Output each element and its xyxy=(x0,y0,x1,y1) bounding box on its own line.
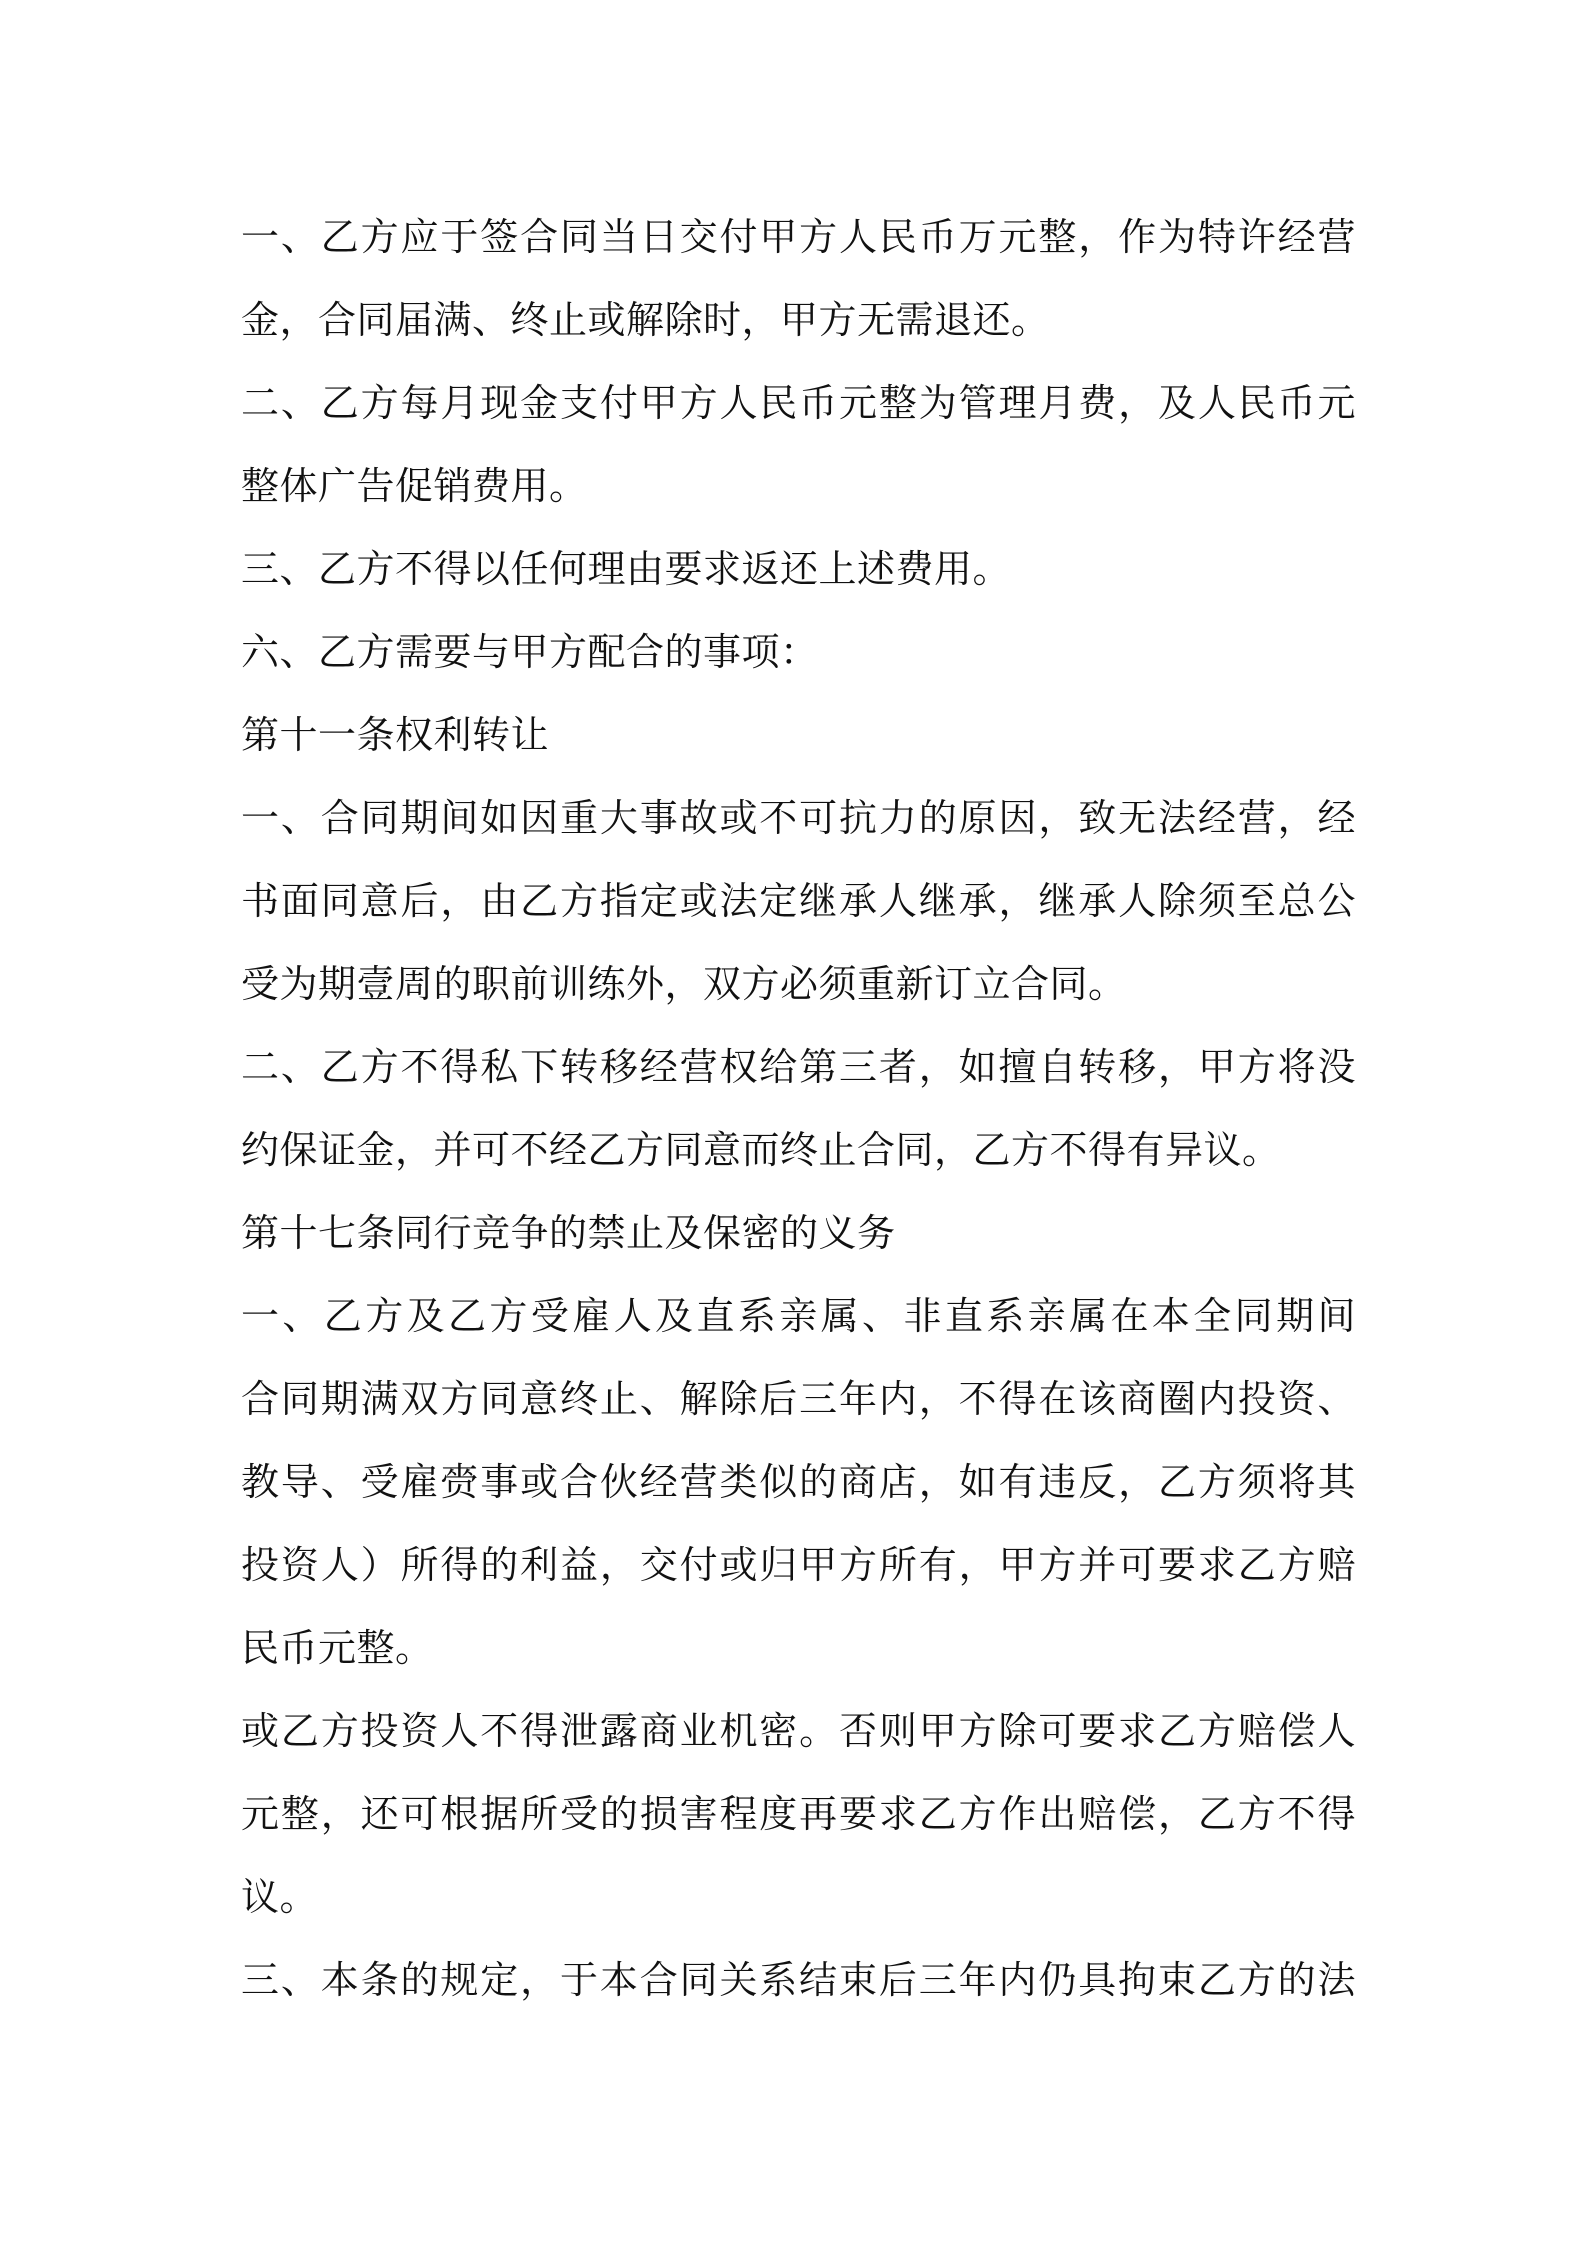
text-line: 整体广告促销费用。 xyxy=(241,464,588,508)
text-line: 六、乙方需要与甲方配合的事项： xyxy=(241,630,819,674)
text-line: 金，合同届满、终止或解除时，甲方无需退还。 xyxy=(241,298,1050,342)
text-line: 二、乙方每月现金支付甲方人民币元整为管理月费，及人民币元 xyxy=(241,381,1356,425)
text-line: 一、乙方应于签合同当日交付甲方人民币万元整，作为特许经营 xyxy=(241,215,1356,259)
text-line: 一、合同期间如因重大事故或不可抗力的原因，致无法经营，经 xyxy=(241,796,1356,840)
text-line: 三、乙方不得以任何理由要求返还上述费用。 xyxy=(241,547,1012,591)
text-line: 合同期满双方同意终止、解除后三年内，不得在该商圈内投资、 xyxy=(241,1377,1356,1421)
section-heading: 第十七条同行竞争的禁止及保密的义务 xyxy=(241,1211,896,1255)
section-heading: 第十一条权利转让 xyxy=(241,713,550,757)
text-line: 议。 xyxy=(241,1875,319,1919)
text-line: 教导、受雇赍事或合伙经营类似的商店，如有违反，乙方须将其 xyxy=(241,1460,1356,1504)
text-line: 书面同意后，由乙方指定或法定继承人继承，继承人除须至总公 xyxy=(241,879,1356,923)
text-line: 元整，还可根据所受的损害程度再要求乙方作出赔偿，乙方不得 xyxy=(241,1792,1356,1836)
text-line: 受为期壹周的职前训练外，双方必须重新订立合同。 xyxy=(241,962,1127,1006)
text-line: 二、乙方不得私下转移经营权给第三者，如擅自转移，甲方将没 xyxy=(241,1045,1356,1089)
text-line: 或乙方投资人不得泄露商业机密。否则甲方除可要求乙方赔偿人 xyxy=(241,1709,1356,1753)
text-line: 投资人）所得的利益，交付或归甲方所有，甲方并可要求乙方赔 xyxy=(241,1543,1356,1587)
document-body xyxy=(241,196,1356,2022)
text-line: 民币元整。 xyxy=(241,1626,434,1670)
text-line: 约保证金，并可不经乙方同意而终止合同，乙方不得有异议。 xyxy=(241,1128,1281,1172)
text-line: 三、本条的规定，于本合同关系结束后三年内仍具拘束乙方的法 xyxy=(241,1958,1356,2002)
text-line: 一、乙方及乙方受雇人及直系亲属、非直系亲属在本全同期间 xyxy=(241,1294,1356,1338)
